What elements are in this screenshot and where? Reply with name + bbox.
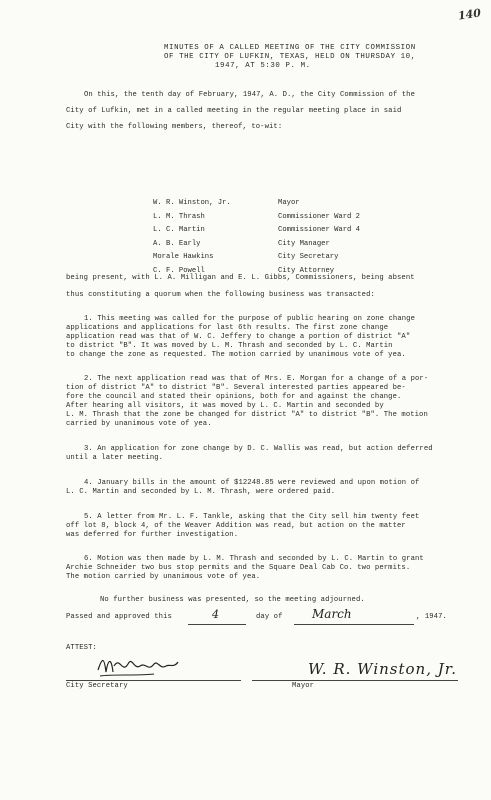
attest-label: ATTEST:: [66, 644, 97, 652]
present-line-2: thus constituting a quorum when the following business was transacted:: [66, 291, 375, 299]
para2-line-6: carried by unanimous vote of yea.: [66, 420, 212, 428]
para1-line-2: applications and applications for last 6th results. The first zone change: [66, 324, 389, 332]
para6-line-1: 6. Motion was then made by L. M. Thrash and seconded by L. C. Martin to grant: [84, 555, 424, 563]
mayor-label: Mayor: [292, 682, 315, 690]
title-line-1: MINUTES OF A CALLED MEETING OF THE CITY COMMISSION: [164, 44, 416, 52]
para1-line-1: 1. This meeting was called for the purpose of public hearing on zone change: [84, 315, 415, 323]
para6-line-2: Archie Schneider two bus stop permits and the Square Deal Cab Co. two permits.: [66, 564, 411, 572]
member-name: L. M. Thrash: [153, 212, 205, 221]
para1-line-5: to change the zone as requested. The motion carried by unanimous vote of yea.: [66, 351, 406, 359]
member-title: Commissioner Ward 4: [278, 226, 360, 235]
para2-line-3: fore the council and stated their opinions, both for and against the change.: [66, 393, 402, 401]
secretary-label: City Secretary: [66, 682, 128, 690]
para6-line-3: The motion carried by unanimous vote of yea.: [66, 573, 261, 581]
mayor-signature-line: [252, 680, 458, 681]
para1-line-3: application read was that of W. C. Jeffery to change a portion of district "A": [66, 333, 411, 341]
para3-line-1: 3. An application for zone change by D. C. Wallis was read, but action deferred: [84, 445, 433, 453]
member-name: L. C. Martin: [153, 226, 205, 235]
intro-line-3: City with the following members, thereof, to-wit:: [66, 123, 283, 131]
para2-line-4: After hearing all visitors, it was moved by L. C. Martin and seconded by: [66, 402, 384, 410]
member-title: Mayor: [278, 199, 300, 207]
para5-line-3: was deferred for further investigation.: [66, 531, 239, 539]
title-line-3: 1947, AT 5:30 P. M.: [215, 62, 311, 70]
member-name: Morale Hawkins: [153, 253, 214, 262]
day-blank: [188, 624, 246, 625]
intro-line-2: City of Lufkin, met in a called meeting in the regular meeting place in said: [66, 107, 402, 115]
para3-line-2: until a later meeting.: [66, 454, 164, 462]
member-title: City Secretary: [278, 253, 339, 262]
para1-line-4: to district "B". It was moved by L. M. Thrash and seconded by L. C. Martin: [66, 342, 393, 350]
roster-row: [153, 197, 383, 211]
para4-line-2: L. C. Martin and seconded by L. M. Thrash, were ordered paid.: [66, 488, 336, 496]
member-title: City Manager: [278, 239, 330, 248]
closing-statement: No further business was presented, so the meeting adjourned.: [100, 596, 365, 604]
passed-mid: day of: [256, 613, 283, 621]
secretary-signature: [94, 652, 184, 680]
member-title: City Attorney: [278, 266, 335, 275]
roster-row: [153, 238, 383, 252]
intro-line-1: On this, the tenth day of February, 1947, A. D., the City Commission of the: [84, 91, 415, 99]
para5-line-1: 5. A letter from Mr. L. F. Tankle, asking that the City sell him twenty feet: [84, 513, 420, 521]
para2-line-1: 2. The next application read was that of Mrs. E. Morgan for a change of a por-: [84, 375, 429, 383]
roster-row: [153, 211, 383, 225]
para2-line-5: L. M. Thrash that the zone be changed for district "A" to district "B". The motion: [66, 411, 428, 419]
page-number: 140: [457, 6, 482, 23]
passed-month: March: [312, 607, 352, 621]
para5-line-2: off lot 8, block 4, of the Weaver Addition was read, but action on the matter: [66, 522, 406, 530]
roster-row: [153, 224, 383, 238]
member-title: Commissioner Ward 2: [278, 212, 360, 221]
member-name: W. R. Winston, Jr.: [153, 199, 231, 207]
mayor-signature: W. R. Winston, Jr.: [308, 660, 458, 678]
passed-suffix: , 1947.: [416, 613, 447, 621]
passed-day: 4: [212, 608, 219, 621]
member-name: C. F. Powell: [153, 266, 205, 275]
member-roster: [153, 197, 383, 279]
para4-line-1: 4. January bills in the amount of $12248.85 were reviewed and upon motion of: [84, 479, 420, 487]
secretary-signature-line: [66, 680, 241, 681]
roster-row: [153, 251, 383, 265]
para2-line-2: tion of district "A" to district "B". Several interested parties appeared be-: [66, 384, 406, 392]
title-line-2: OF THE CITY OF LUFKIN, TEXAS, HELD ON THURSDAY 10,: [164, 53, 416, 61]
month-blank: [294, 624, 414, 625]
passed-prefix: Passed and approved this: [66, 613, 172, 621]
member-name: A. B. Early: [153, 239, 201, 248]
present-line-1: being present, with L. A. Milligan and E. L. Gibbs, Commissioners, being absent: [66, 274, 415, 282]
